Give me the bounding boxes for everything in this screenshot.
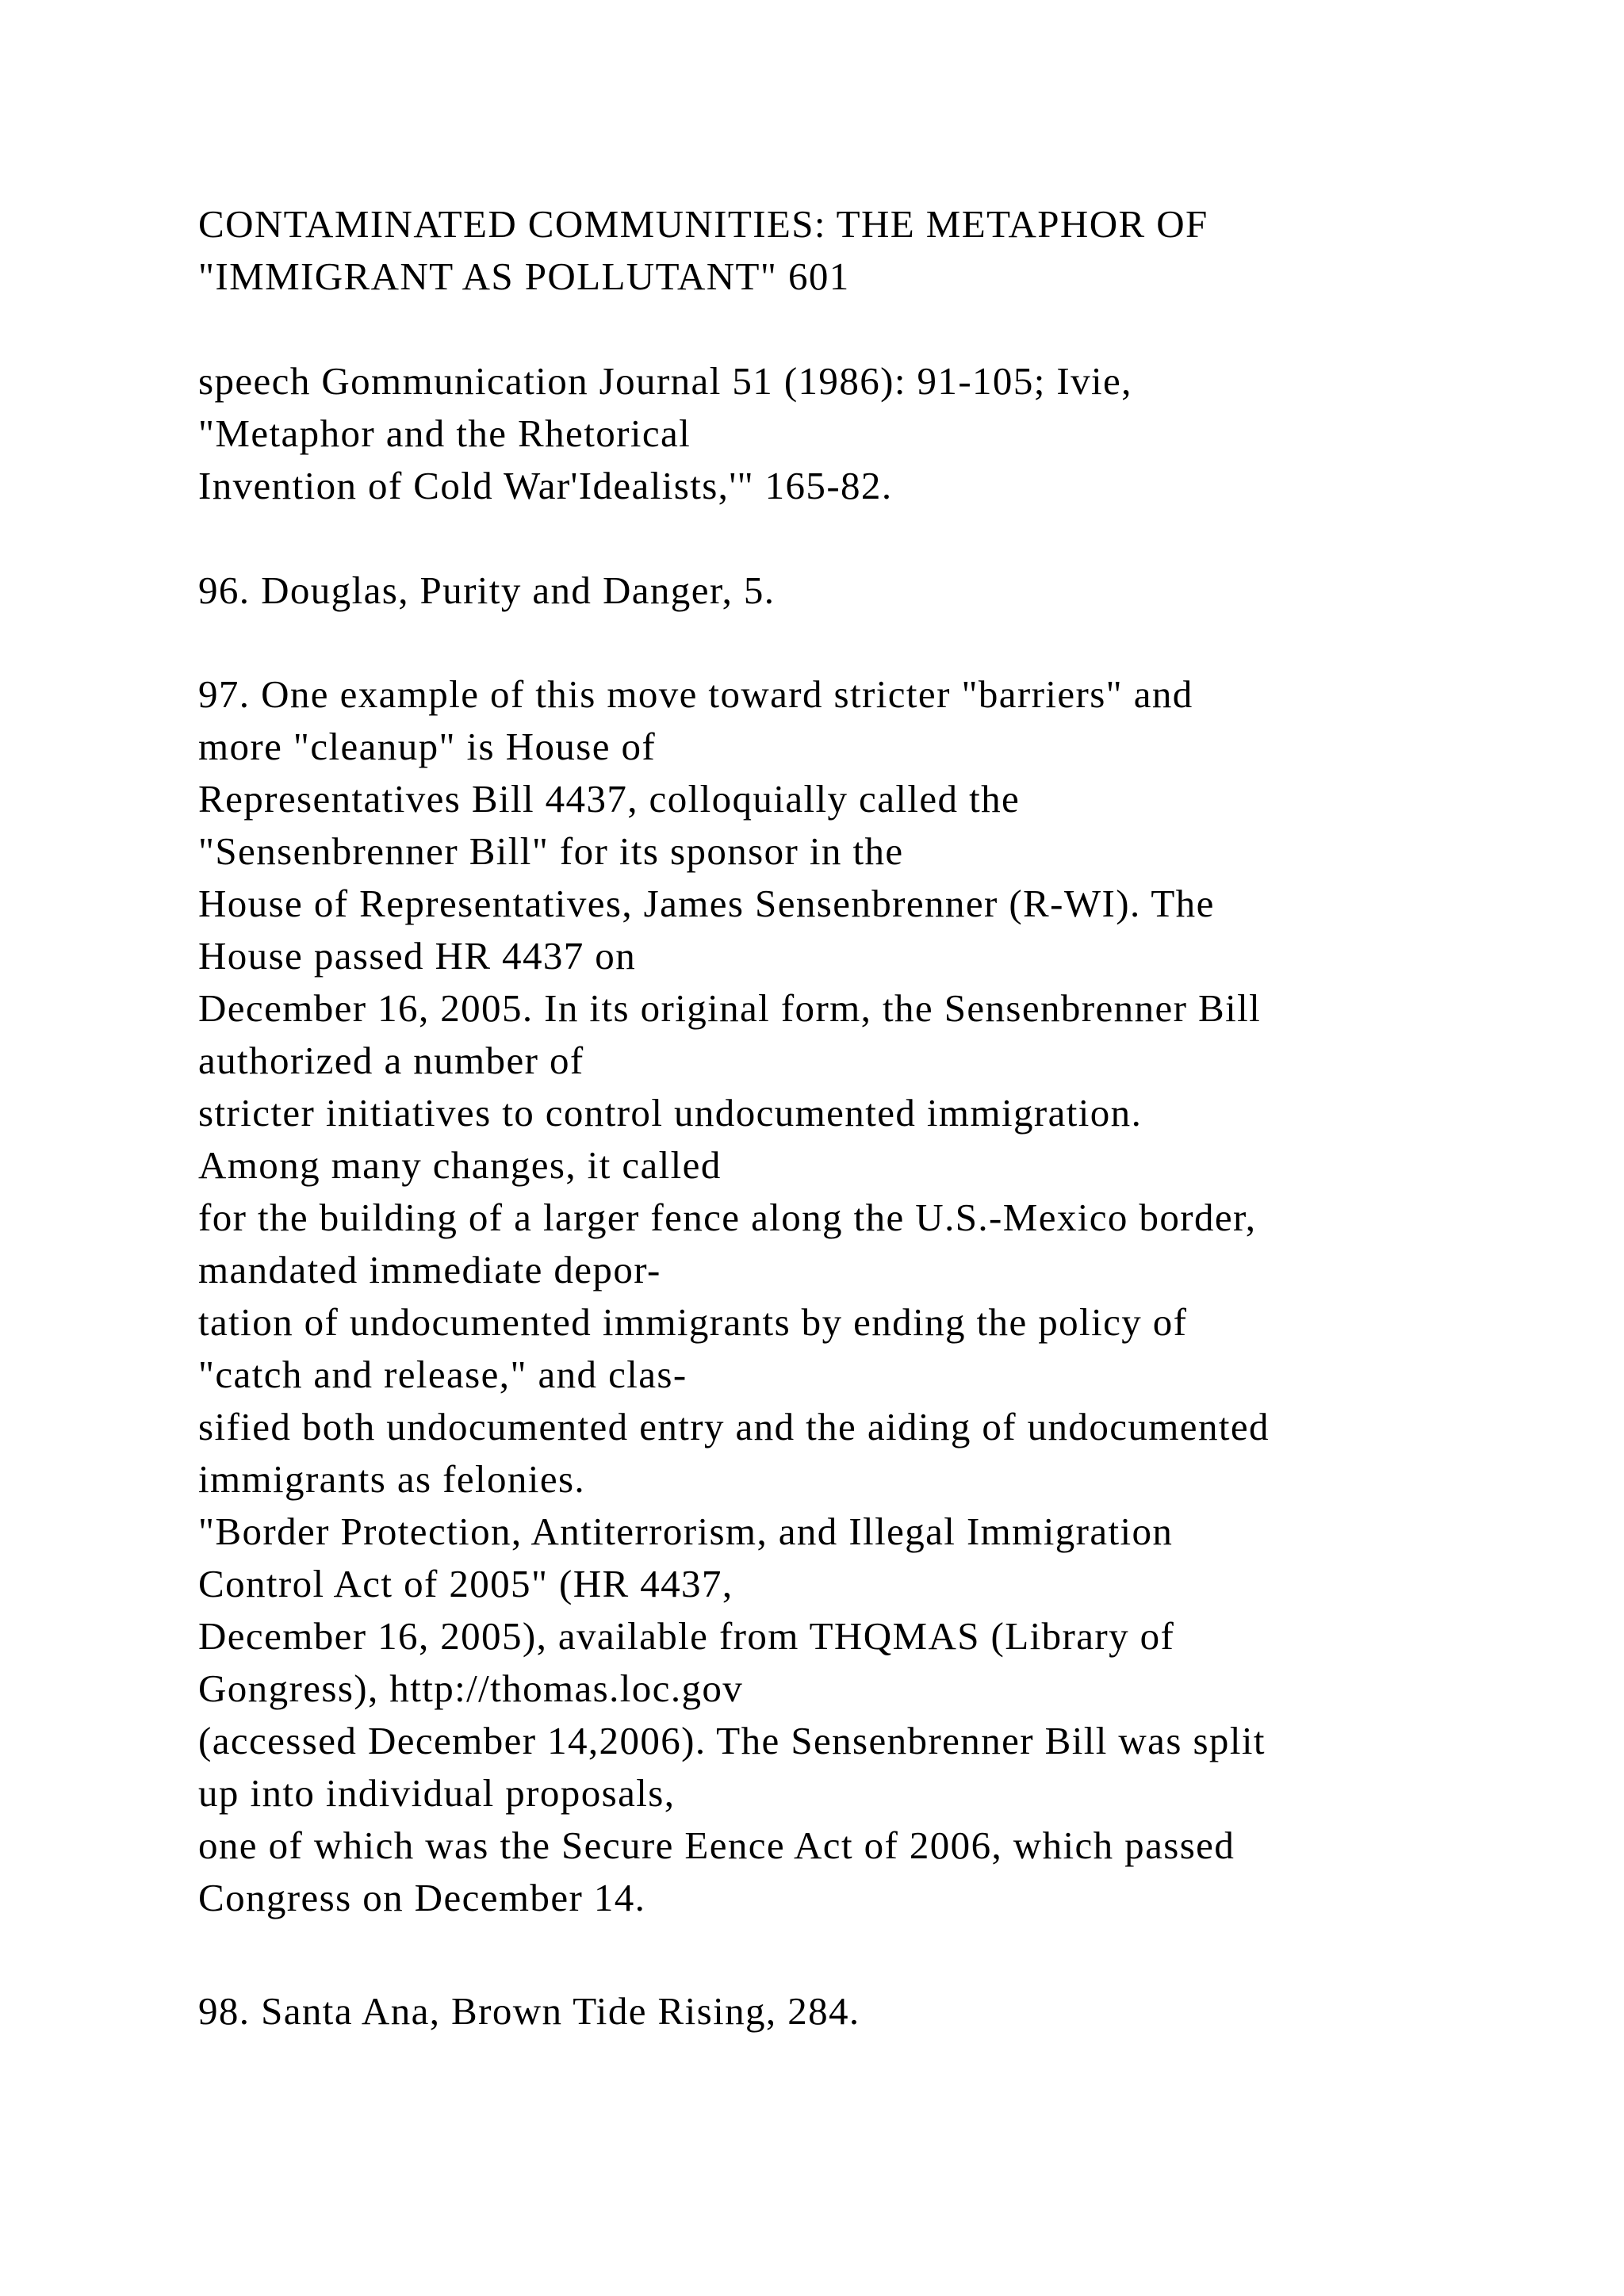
paragraph-line: Representatives Bill 4437, colloquially called the xyxy=(198,777,1021,821)
paragraph-line: "Border Protection, Antiterrorism, and Illegal Immigration xyxy=(198,1510,1174,1553)
paragraph-line: 98. Santa Ana, Brown Tide Rising, 284. xyxy=(198,1989,860,2033)
paragraph-line: House passed HR 4437 on xyxy=(198,934,637,978)
paragraph-line: speech Gommunication Journal 51 (1986): 91-105; Ivie, xyxy=(198,359,1132,403)
paragraph-line: 97. One example of this move toward stricter "barriers" and xyxy=(198,672,1193,716)
paragraph-line: Invention of Cold War'Idealists,'" 165-82. xyxy=(198,464,893,507)
note-continuation-paragraph xyxy=(198,355,1546,512)
header-line: "IMMIGRANT AS POLLUTANT" 601 xyxy=(198,254,850,298)
paragraph-line: more "cleanup" is House of xyxy=(198,725,657,768)
paragraph-line: "catch and release," and clas- xyxy=(198,1353,688,1396)
paragraph-line: Congress on December 14. xyxy=(198,1876,646,1919)
paragraph-line: House of Representatives, James Sensenbrenner (R-WI). The xyxy=(198,882,1215,925)
paragraph-line: "Metaphor and the Rhetorical xyxy=(198,411,691,455)
note-98-paragraph xyxy=(198,1985,1546,2038)
paragraph-line: mandated immediate depor- xyxy=(198,1248,661,1292)
note-96-paragraph xyxy=(198,564,1546,617)
paragraph-line: December 16, 2005. In its original form, the Sensenbrenner Bill xyxy=(198,986,1262,1030)
paragraph-line: December 16, 2005), available from THQMAS (Library of xyxy=(198,1614,1175,1658)
header-line: CONTAMINATED COMMUNITIES: THE METAPHOR OF xyxy=(198,202,1208,246)
paragraph-line: Among many changes, it called xyxy=(198,1143,722,1187)
paragraph-line: stricter initiatives to control undocumented immigration. xyxy=(198,1091,1143,1135)
paragraph-line: one of which was the Secure Eence Act of 2006, which passed xyxy=(198,1823,1235,1867)
paragraph-line: Control Act of 2005" (HR 4437, xyxy=(198,1562,733,1605)
paragraph-line: "Sensenbrenner Bill" for its sponsor in the xyxy=(198,829,904,873)
paragraph-line: 96. Douglas, Purity and Danger, 5. xyxy=(198,568,776,612)
paragraph-line: tation of undocumented immigrants by ending the policy of xyxy=(198,1300,1188,1344)
paragraph-line: for the building of a larger fence along the U.S.-Mexico border, xyxy=(198,1196,1257,1239)
paragraph-line: sified both undocumented entry and the aiding of undocumented xyxy=(198,1405,1270,1448)
running-header xyxy=(198,198,1546,303)
paragraph-line: authorized a number of xyxy=(198,1039,584,1082)
paragraph-line: (accessed December 14,2006). The Sensenbrenner Bill was split xyxy=(198,1719,1266,1762)
paragraph-line: up into individual proposals, xyxy=(198,1771,676,1815)
paragraph-line: Gongress), http://thomas.loc.gov xyxy=(198,1667,744,1710)
note-97-paragraph xyxy=(198,668,1546,1924)
paragraph-line: immigrants as felonies. xyxy=(198,1457,586,1501)
